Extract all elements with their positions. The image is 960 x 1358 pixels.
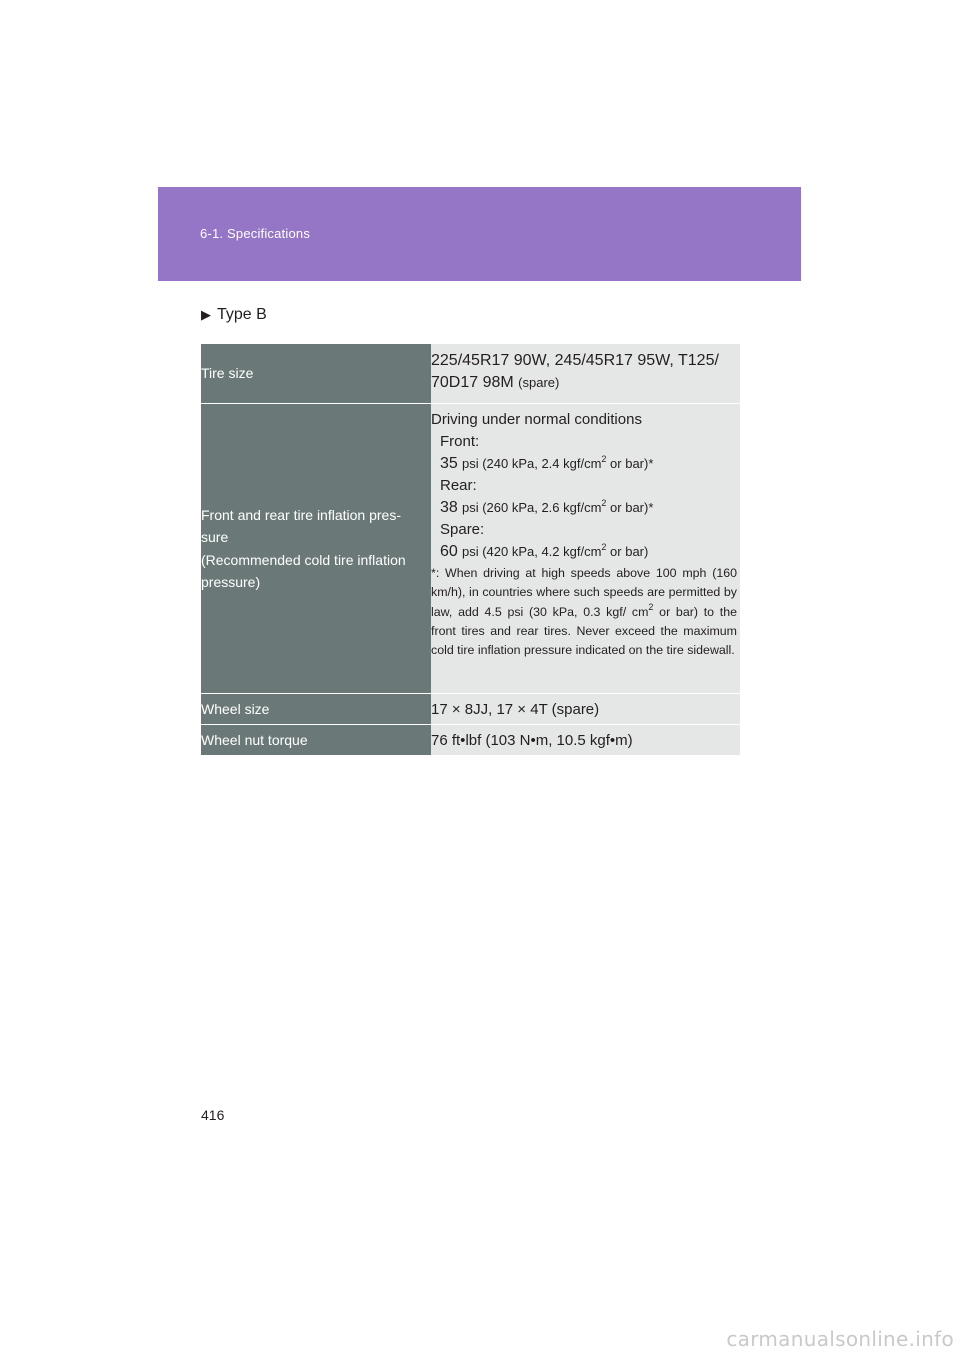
front-pressure: 35 psi (240 kPa, 2.4 kgf/$cm^2$ or bar)* — [440, 454, 654, 472]
high-speed-note: *: When driving at high speeds above 100 mph (160 km/h), in countries where such speeds are permitted by law, add 4.5 psi (30 kPa, 0.3 kgf/ $cm^2$ or bar) to the front tires and rear tires. Never exceed the maximum cold tire inflation pressure indicated on the tire sidewall. — [431, 566, 738, 658]
wheel-nut-torque-label: Wheel nut torque — [201, 725, 431, 756]
inflation-value — [431, 404, 740, 694]
table-row-inflation — [201, 404, 740, 694]
wheel-size-label: Wheel size — [201, 694, 431, 725]
tire-spec-table — [201, 344, 740, 755]
inflation-label-line-3: (Recommended cold tire inflation — [201, 551, 406, 568]
inflation-intro: Driving under normal conditions — [431, 411, 642, 428]
type-heading-label: Type B — [217, 306, 267, 323]
inflation-label — [201, 404, 431, 694]
type-heading — [201, 306, 267, 324]
table-row-tire-size — [201, 344, 740, 404]
section-header-band — [158, 187, 801, 281]
spare-label: Spare: — [440, 521, 485, 538]
tire-size-label: Tire size — [201, 344, 431, 404]
front-label: Front: — [440, 433, 480, 450]
wheel-nut-torque-value: 76 ft•lbf (103 N•m, 10.5 kgf•m) — [431, 725, 740, 756]
page-number: 416 — [201, 1107, 225, 1123]
spare-pressure: 60 psi (420 kPa, 4.2 kgf/$cm^2$ or bar) — [440, 542, 649, 560]
wheel-size-value: 17 × 8JJ, 17 × 4T (spare) — [431, 694, 740, 725]
triangle-bullet-icon: ▶ — [201, 307, 211, 322]
tire-size-value — [431, 344, 740, 404]
rear-pressure: 38 psi (260 kPa, 2.6 kgf/$cm^2$ or bar)* — [440, 498, 654, 516]
tire-size-main: 225/45R17 90W, 245/45R17 95W, T125/ 70D17 98M — [431, 352, 719, 391]
inflation-label-line-2: sure — [201, 529, 229, 545]
rear-label: Rear: — [440, 477, 477, 494]
tire-size-suffix: (spare) — [518, 375, 560, 390]
inflation-label-line-1: Front and rear tire inflation pres- — [201, 506, 401, 523]
table-row-wheel-nut-torque — [201, 725, 740, 756]
inflation-label-line-4: pressure) — [201, 574, 261, 590]
table-row-wheel-size — [201, 694, 740, 725]
watermark: carmanualsonline.info — [726, 1327, 954, 1351]
section-title: 6-1. Specifications — [200, 226, 311, 241]
